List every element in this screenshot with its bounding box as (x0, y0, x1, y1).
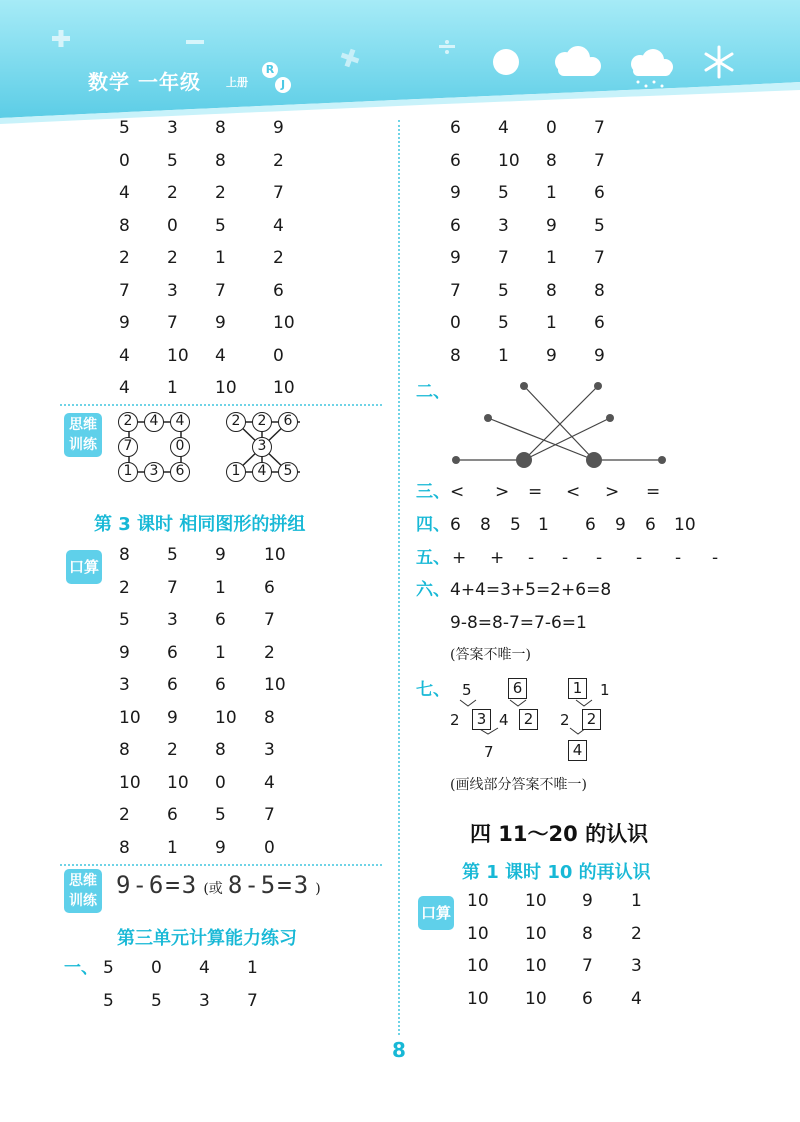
answer-value: 1 (167, 837, 178, 858)
answer-value: 5 (215, 215, 226, 236)
volume-label: 上册 (226, 76, 248, 89)
answer-value: 8 (215, 150, 226, 171)
answer-value: 3 (199, 991, 210, 1011)
answer-value: 2 (215, 183, 226, 203)
mental-calc-badge: 口算 (66, 550, 102, 584)
answer-value: 10 (273, 378, 295, 398)
question-7-label: 七、 (416, 680, 450, 700)
answer-value: 5 (103, 958, 114, 978)
answer-value: 3 (119, 675, 130, 695)
answer-value: 0 (167, 215, 178, 236)
answer-value: 7 (594, 248, 605, 268)
answer-item: 1 (538, 515, 549, 535)
answer-value: 10 (525, 956, 547, 976)
lesson-3-title: 第 3 课时 相同图形的拼组 (94, 514, 306, 535)
answer-item: > (605, 482, 620, 502)
answer-value: 10 (467, 956, 489, 976)
answer-value: 5 (151, 991, 162, 1011)
puzzle-1-mid-1: 7 (118, 437, 138, 457)
answer-value: 4 (215, 345, 226, 366)
answer-value: 7 (167, 313, 178, 333)
section-separator (60, 864, 382, 866)
answer-value: 10 (273, 313, 295, 333)
answer-value: 9 (215, 313, 226, 333)
puzzle-1-bot-1: 1 (118, 462, 138, 482)
matchstick-alt-equation: 8-5=3 (227, 871, 311, 899)
answer-value: 8 (582, 923, 593, 944)
answer-value: 6 (594, 313, 605, 333)
answer-value: 10 (525, 988, 547, 1009)
answer-value: 6 (273, 280, 284, 301)
q7-left-bottom-number: 7 (484, 743, 494, 761)
answer-value: 5 (594, 215, 605, 236)
q7-right-mid-number: 2 (560, 711, 570, 729)
q7-right-top-number: 1 (600, 681, 610, 699)
answer-value: 6 (264, 577, 275, 598)
answer-item: 10 (674, 515, 696, 535)
rj-badge-j: J (275, 77, 291, 93)
lesson-1-title: 第 1 课时 10 的再认识 (462, 862, 651, 883)
answer-value: 6 (215, 675, 226, 695)
answer-value: 7 (450, 280, 461, 301)
question-5-label: 五、 (416, 548, 450, 568)
answer-item: 6 (585, 515, 596, 535)
answer-value: 0 (546, 118, 557, 138)
answer-value: 10 (264, 675, 286, 695)
rj-badge-r: R (262, 62, 278, 78)
answer-value: 5 (498, 280, 509, 301)
q7-right-top-box: 1 (568, 678, 587, 699)
answer-value: 8 (119, 837, 130, 858)
question-3-label: 三、 (416, 482, 450, 502)
answer-value: 6 (582, 988, 593, 1009)
thinking-training-badge: 思维训练 (64, 413, 102, 457)
answer-value: 8 (594, 280, 605, 301)
answer-value: 2 (273, 150, 284, 171)
answer-value: 10 (467, 923, 489, 944)
answer-value: 1 (215, 642, 226, 663)
answer-value: 10 (498, 150, 520, 171)
answer-value: 1 (546, 183, 557, 203)
answer-value: 3 (167, 280, 178, 301)
answer-value: 8 (119, 740, 130, 760)
answer-item: = (646, 482, 661, 502)
answer-value: 9 (119, 642, 130, 663)
answer-value: 8 (450, 345, 461, 366)
answer-value: 6 (450, 215, 461, 236)
answer-value: 9 (546, 215, 557, 236)
mental-calc-badge-2: 口算 (418, 896, 454, 930)
answer-value: 5 (119, 610, 130, 630)
page-header (0, 0, 800, 128)
puzzle-2-top-2: 2 (252, 412, 272, 432)
puzzle-2-mid: 3 (252, 437, 272, 457)
answer-value: 8 (546, 280, 557, 301)
answer-value: 5 (103, 991, 114, 1011)
header-background (0, 0, 800, 128)
answer-value: 3 (498, 215, 509, 236)
q7-right-mid-box: 2 (582, 709, 601, 730)
equation-chain-2: 9-8=8-7=7-6=1 (450, 613, 587, 633)
answer-value: 10 (525, 923, 547, 944)
question-2-label: 二、 (416, 382, 450, 402)
q7-left-top-box: 6 (508, 678, 527, 699)
puzzle-2-bot-2: 4 (252, 462, 272, 482)
q7-left-mid-box-2: 2 (519, 709, 538, 730)
puzzle-1-top-2: 4 (144, 412, 164, 432)
answer-value: 7 (167, 577, 178, 598)
answer-value: 3 (167, 610, 178, 630)
answer-value: 8 (119, 545, 130, 565)
answer-value: 5 (119, 118, 130, 138)
answer-value: 3 (264, 740, 275, 760)
answer-item: 6 (450, 515, 461, 535)
answer-value: 2 (119, 805, 130, 825)
book-title: 数学 一年级 (88, 70, 201, 94)
rj-badge (258, 60, 294, 96)
answer-value: 10 (467, 891, 489, 911)
matching-diagram (448, 374, 668, 474)
answer-value: 6 (594, 183, 605, 203)
answer-value: 7 (247, 991, 258, 1011)
answer-value: 7 (594, 150, 605, 171)
unit-3-practice-title: 第三单元计算能力练习 (117, 928, 297, 949)
q7-left-mid-number-1: 2 (450, 711, 460, 729)
answer-value: 2 (167, 183, 178, 203)
answer-value: 0 (119, 150, 130, 171)
answer-item: 6 (645, 515, 656, 535)
answer-value: 6 (215, 610, 226, 630)
puzzle-1-mid-2: 0 (170, 437, 190, 457)
section-separator (60, 404, 382, 406)
answer-value: 7 (264, 610, 275, 630)
answer-value: 9 (546, 345, 557, 366)
q7-right-bottom-box: 4 (568, 740, 587, 761)
answer-value: 7 (273, 183, 284, 203)
answer-value: 10 (119, 707, 141, 728)
answer-item: - (636, 548, 643, 568)
answer-value: 10 (119, 772, 141, 793)
puzzle-2-bot-1: 1 (226, 462, 246, 482)
answer-value: 10 (264, 545, 286, 565)
page-number: 8 (392, 1038, 406, 1062)
answer-value: 4 (498, 118, 509, 138)
puzzle-1-bot-2: 3 (144, 462, 164, 482)
answer-value: 7 (215, 280, 226, 301)
answer-value: 2 (167, 740, 178, 760)
answer-item: < (450, 482, 465, 502)
answer-value: 4 (264, 772, 275, 793)
column-divider (398, 120, 400, 1035)
answer-item: + (490, 548, 505, 568)
answer-value: 3 (167, 118, 178, 138)
answer-value: 8 (264, 707, 275, 728)
answer-value: 4 (119, 183, 130, 203)
answer-value: 10 (215, 707, 237, 728)
answer-value: 8 (546, 150, 557, 171)
answer-not-unique-note: (答案不唯一) (450, 647, 531, 663)
answer-value: 7 (119, 280, 130, 301)
answer-item: + (452, 548, 467, 568)
answer-value: 9 (167, 707, 178, 728)
answer-value: 1 (247, 958, 258, 978)
answer-value: 4 (273, 215, 284, 236)
matchstick-paren-open: (或 (203, 881, 223, 897)
answer-value: 0 (450, 313, 461, 333)
answer-value: 5 (498, 313, 509, 333)
answer-value: 9 (273, 118, 284, 138)
chapter-4-title: 四 11～20 的认识 (470, 822, 649, 846)
answer-value: 1 (546, 248, 557, 268)
answer-value: 6 (167, 642, 178, 663)
answer-value: 5 (167, 545, 178, 565)
answer-value: 5 (215, 805, 226, 825)
equation-chain-1: 4+4=3+5=2+6=8 (450, 580, 612, 600)
puzzle-1-bot-3: 6 (170, 462, 190, 482)
answer-value: 6 (450, 118, 461, 138)
puzzle-1-top-3: 4 (170, 412, 190, 432)
answer-item: - (528, 548, 535, 568)
answer-item: - (562, 548, 569, 568)
answer-item: < (566, 482, 581, 502)
answer-value: 9 (215, 545, 226, 565)
answer-value: 2 (631, 923, 642, 944)
answer-value: 1 (631, 891, 642, 911)
puzzle-2-top-3: 6 (278, 412, 298, 432)
thinking-training-badge-2: 思维训练 (64, 869, 102, 913)
answer-value: 4 (119, 378, 130, 398)
answer-value: 7 (498, 248, 509, 268)
question-4-label: 四、 (416, 515, 450, 535)
answer-value: 4 (199, 958, 210, 978)
answer-value: 1 (215, 577, 226, 598)
q7-left-mid-number-2: 4 (499, 711, 509, 729)
answer-value: 2 (119, 577, 130, 598)
answer-item: - (596, 548, 603, 568)
answer-value: 0 (215, 772, 226, 793)
answer-value: 9 (450, 248, 461, 268)
answer-value: 9 (582, 891, 593, 911)
answer-value: 2 (264, 642, 275, 663)
answer-value: 9 (215, 837, 226, 858)
answer-value: 2 (119, 248, 130, 268)
answer-value: 10 (467, 988, 489, 1009)
answer-value: 0 (273, 345, 284, 366)
answer-item: - (675, 548, 682, 568)
underline-answer-note: (画线部分答案不唯一) (450, 777, 587, 793)
answer-value: 4 (631, 988, 642, 1009)
question-6-label: 六、 (416, 580, 450, 600)
answer-value: 8 (215, 118, 226, 138)
answer-value: 10 (525, 891, 547, 911)
answer-value: 7 (264, 805, 275, 825)
answer-value: 9 (594, 345, 605, 366)
answer-item: > (495, 482, 510, 502)
answer-value: 8 (119, 215, 130, 236)
answer-value: 2 (167, 248, 178, 268)
answer-item: 9 (615, 515, 626, 535)
matchstick-equation: 9-6=3 (116, 871, 199, 899)
answer-value: 1 (498, 345, 509, 366)
answer-value: 6 (450, 150, 461, 171)
answer-item: 8 (480, 515, 491, 535)
answer-value: 1 (215, 248, 226, 268)
answer-value: 8 (215, 740, 226, 760)
matchstick-answer (116, 870, 321, 900)
answer-value: 0 (264, 837, 275, 858)
answer-item: = (528, 482, 543, 502)
answer-value: 5 (167, 150, 178, 171)
answer-value: 10 (167, 772, 189, 793)
answer-item: 5 (510, 515, 521, 535)
answer-value: 0 (151, 958, 162, 978)
answer-value: 9 (450, 183, 461, 203)
answer-value: 3 (631, 956, 642, 976)
puzzle-2-bot-3: 5 (278, 462, 298, 482)
answer-value: 6 (167, 675, 178, 695)
answer-value: 7 (594, 118, 605, 138)
puzzle-2-top-1: 2 (226, 412, 246, 432)
matchstick-paren-close: ) (315, 881, 321, 897)
answer-value: 10 (167, 345, 189, 366)
answer-value: 1 (546, 313, 557, 333)
answer-value: 1 (167, 378, 178, 398)
q7-left-top-number: 5 (462, 681, 472, 699)
answer-value: 6 (167, 805, 178, 825)
answer-value: 5 (498, 183, 509, 203)
puzzle-1-top-1: 2 (118, 412, 138, 432)
answer-value: 2 (273, 248, 284, 268)
q7-left-mid-box-1: 3 (472, 709, 491, 730)
answer-value: 10 (215, 378, 237, 398)
answer-value: 7 (582, 956, 593, 976)
answer-item: - (712, 548, 719, 568)
answer-value: 4 (119, 345, 130, 366)
answer-value: 9 (119, 313, 130, 333)
exercise-1-label: 一、 (64, 958, 98, 978)
